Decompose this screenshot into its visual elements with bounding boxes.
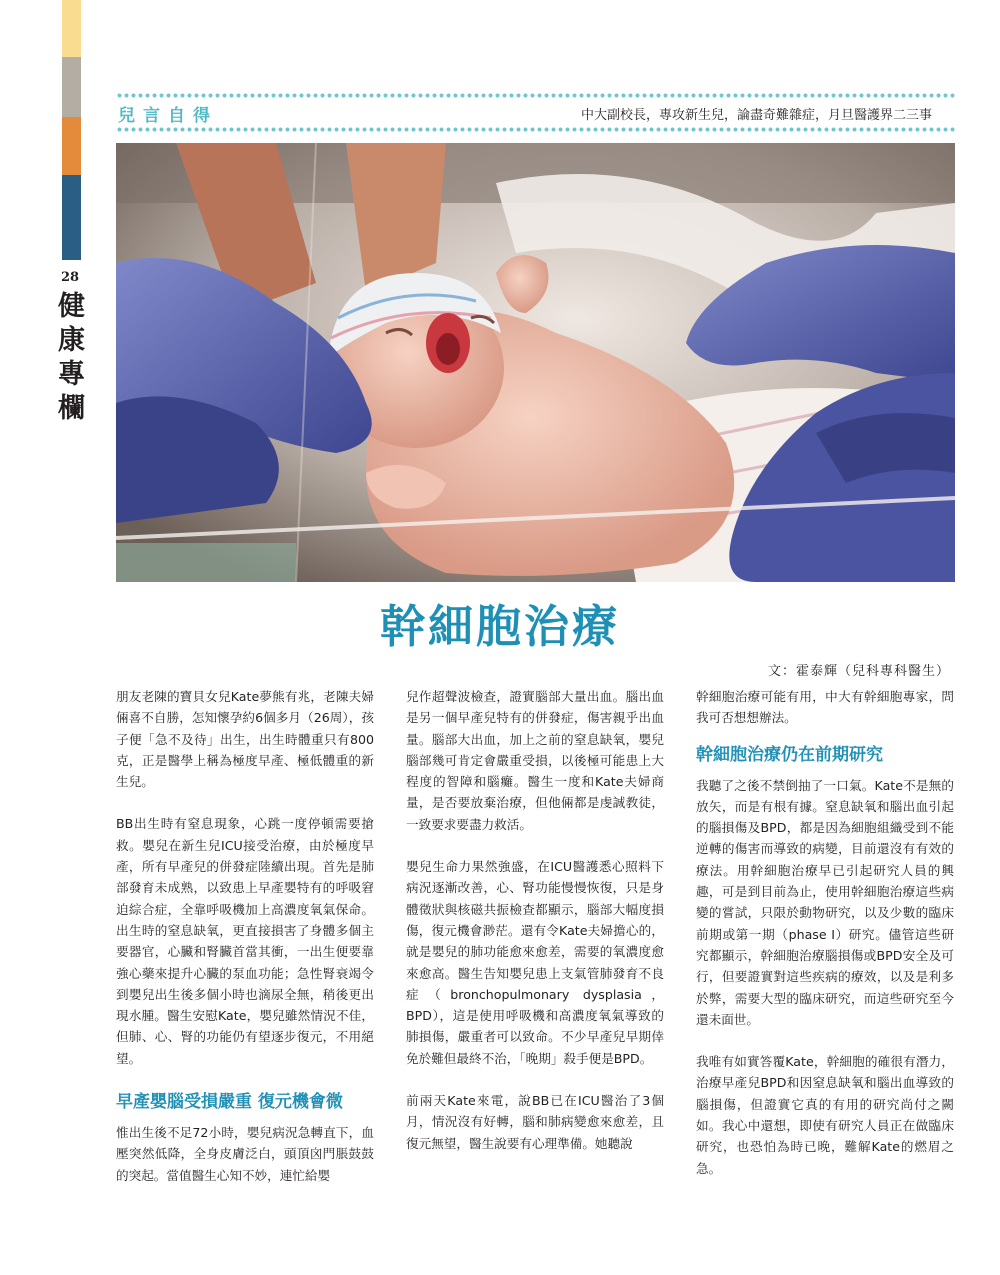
sidebar-band-blue [62, 175, 81, 260]
paragraph: 我聽了之後不禁倒抽了一口氣。Kate不是無的放矢，而是有根有據。窒息缺氧和腦出血引起的腦損傷及BPD，都是因為細胞組織受到不能逆轉的傷害而導致的病變，目前還沒有有效的療法。用幹細胞治療早已引起研究人員的興趣，可是到目前為止，使用幹細胞治療這些病變的嘗試，只限於動物研究，以及少數的臨床前期或第一期（phase I）研究。儘管這些研究都顯示，幹細胞治療腦損傷或BPD安全及可行，但要證實對這些疾病的療效，以及是利多於弊，需要大型的臨床研究，而這些研究至今還未面世。 [696, 777, 954, 1027]
byline: 文：霍泰輝（兒科專科醫生） [767, 664, 950, 679]
sidebar-band-orange [62, 117, 81, 175]
paragraph: 朋友老陳的寶貝女兒Kate夢熊有兆，老陳夫婦倆喜不自勝，怎知懷孕約6個多月（26周），孩子便「急不及待」出生，出生時體重只有800克，正是醫學上稱為極度早產、極低體重的新生兒。 [116, 689, 374, 790]
column-name: 兒言自得 [118, 106, 218, 126]
header-dotted-rule-bottom [116, 127, 956, 132]
paragraph: 嬰兒生命力果然強盛，在ICU醫護悉心照料下病況逐漸改善，心、腎功能慢慢恢復，只是身體徵狀與核磁共振檢查都顯示，腦部大幅度損傷，復元機會渺茫。還有令Kate夫婦擔心的，就是嬰兒的肺功能愈來愈差，需要的氧濃度愈來愈高。醫生告知嬰兒患上支氣管肺發育不良症（bronchopulmonary dysplasia，BPD），這是使用呼吸機和高濃度氧氣導致的肺損傷，嚴重者可以致命。不少早產兒早期倖免於難但最終不治，「晚期」殺手便是BPD。 [406, 859, 664, 1066]
paragraph: 惟出生後不足72小時，嬰兒病況急轉直下，血壓突然低降，全身皮膚泛白，頭頂囟門脹鼓鼓的突起。當值醫生心知不妙，連忙給嬰 [116, 1125, 374, 1183]
article-column-2 [406, 686, 664, 1175]
article-column-3 [696, 686, 954, 1200]
section-title: 健康專欄 [58, 291, 85, 424]
newborn-photo [116, 143, 955, 582]
paragraph: 我唯有如實答覆Kate，幹細胞的確很有潛力，治療早產兒BPD和因窒息缺氧和腦出血導致的腦損傷，但證實它真的有用的研究尚付之闕如。我心中還想，即使有研究人員正在做臨床研究，也恐怕為時已晚，難解Kate的燃眉之急。 [696, 1054, 954, 1176]
subheading: 早產嬰腦受損嚴重 復元機會微 [116, 1092, 343, 1113]
paragraph: 幹細胞治療可能有用，中大有幹細胞專家，問我可否想想辦法。 [696, 689, 954, 726]
article-title: 幹細胞治療 [379, 600, 620, 653]
paragraph: BB出生時有窒息現象，心跳一度停頓需要搶救。嬰兒在新生兒ICU接受治療，由於極度早產，所有早產兒的併發症陸續出現。首先是肺部發育未成熟，以致患上早產嬰特有的呼吸窘迫綜合症，全靠呼吸機加上高濃度氧氣保命。出生時的窒息缺氧，更直接損害了身體多個主要器官，心臟和腎臟首當其衝，一出生便要靠強心藥來提升心臟的泵血功能；急性腎衰竭令到嬰兒出生後多個小時也滴尿全無，稍後更出現水腫。醫生安慰Kate，嬰兒雖然情況不佳，但肺、心、腎的功能仍有望逐步復元，不用絕望。 [116, 816, 374, 1066]
page-number: 28 [61, 270, 80, 285]
subheading: 幹細胞治療仍在前期研究 [696, 744, 883, 765]
sidebar-band-grey [62, 57, 81, 117]
column-description: 中大副校長，專攻新生兒，論盡奇難雜症，月旦醫護界二三事 [580, 108, 932, 123]
header-dotted-rule-top [116, 93, 956, 98]
sidebar-band-yellow [62, 0, 81, 57]
paragraph: 前兩天Kate來電，說BB已在ICU醫治了3個月，情況沒有好轉，腦和肺病變愈來愈差，且復元無望，醫生說要有心理準備。她聽說 [406, 1093, 664, 1151]
paragraph: 兒作超聲波檢查，證實腦部大量出血。腦出血是另一個早產兒特有的併發症，傷害親乎出血量。腦部大出血，加上之前的窒息缺氧，嬰兒腦部幾可肯定會嚴重受損，以後極可能患上大程度的智障和腦癱。醫生一度和Kate夫婦商量，是否要放棄治療，但他倆都是虔誠教徒，一致要求要盡力救活。 [406, 689, 664, 832]
article-column-1 [116, 686, 374, 1207]
